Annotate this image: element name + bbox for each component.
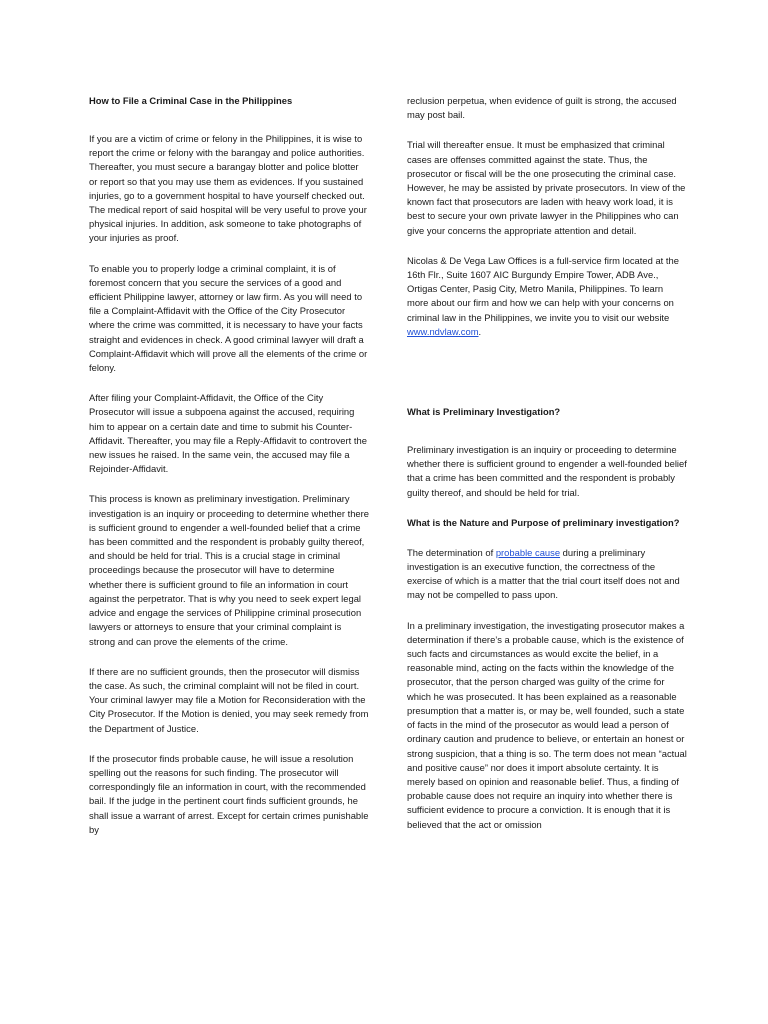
paragraph: Preliminary investigation is an inquiry or proceeding to determine whether there is sufficient ground to engender a well-founded belief that a crime has been committed and the respondent is probably guilty thereof, and should be held for trial. — [407, 444, 687, 498]
paragraph: If there are no sufficient grounds, then the prosecutor will dismiss the case. As such, the criminal complaint will not be filed in court. Your criminal lawyer may file a Motion for Reconsideration with the City Prosecutor. If the Motion is denied, you may seek remedy from the Department of Justice. — [89, 665, 369, 734]
article-title: How to File a Criminal Case in the Philippines — [89, 95, 293, 106]
firm-paragraph — [407, 254, 687, 339]
paragraph: In a preliminary investigation, the investigating prosecutor makes a determination if there’s a probable cause, which is the existence of such facts and circumstances as would excite the belief, in a reasonable mind, acting on the facts within the knowledge of the prosecutor, that the person charged was guilty of the crime for which he was prosecuted. It has been explained as a reasonable presumption that a matter is, or may be, well founded, such a state of facts in the mind of the prosecutor as would lead a person of ordinary caution and prudence to believe, or entertain an honest or strong suspicion, that a thing is so. The term does not mean “actual and positive cause” nor does it import absolute certainty. It is merely based on opinion and reasonable belief. Thus, a finding of probable cause does not require an inquiry into whether there is sufficient evidence to procure a conviction. It is enough that it is believed that the act or omission — [407, 619, 687, 830]
paragraph: If you are a victim of crime or felony in the Philippines, it is wise to report the crime or felony with the barangay and police authorities. Thereafter, you must secure a barangay blotter and police blotter or report so that you may use them as evidences. If you sustained injuries, go to a government hospital to have yourself checked out. The medical report of said hospital will be very useful to prove your physical injuries. In addition, ask someone to take photographs of your injuries as proof. — [89, 133, 367, 244]
right-column — [407, 94, 687, 848]
paragraph: To enable you to properly lodge a criminal complaint, it is of foremost concern that you secure the services of a good and efficient Philippine lawyer, attorney or law firm. As you will need to file a Complaint-Affidavit with the Office of the City Prosecutor where the crime was committed, it is necessary to have your facts straight and evidences in check. A good criminal lawyer will draft a Complaint-Affidavit which will prove all the elements of the crime or felony. — [89, 262, 368, 374]
probable-cause-paragraph — [407, 546, 687, 603]
paragraph: Trial will thereafter ensue. It must be emphasized that criminal cases are offenses committed against the state. Thus, the prosecutor or fiscal will be the one prosecuting the criminal case. However, he may be assisted by private prosecutors. In view of the known fact that prosecutors are laden with heavy work load, it is best to secure your own private lawyer in the Philippines who can give your concerns the appropriate attention and detail. — [407, 139, 686, 236]
firm-text: Nicolas & De Vega Law Offices is a full-service firm located at the 16th Flr., Suite 1607 AIC Burgundy Empire Tower, ADB Ave., Ortigas Center, Pasig City, Metro Manila, Philippines. To learn more about our firm and how we can help with your concerns on criminal law in the Philippines, we invite you to visit our website — [407, 254, 679, 323]
pc-pre: The determination of — [407, 546, 496, 558]
period: . — [478, 325, 482, 337]
paragraph: This process is known as preliminary investigation. Preliminary investigation is an inquiry or proceeding to determine whether there is sufficient ground to engender a well-founded belief that a crime has been committed and the respondent is probably guilty thereof, and should be held for trial. This is a crucial stage in criminal proceedings because the prosecutor will have to determine whether there is sufficient ground to file an information in court against the perpetrator. That is why you need to seek expert legal advice and engage the services of Philippine criminal prosecution lawyers or attorneys to ensure that your criminal complaint is strong and can prove the elements of the crime. — [89, 493, 370, 647]
heading-preliminary-investigation: What is Preliminary Investigation? — [407, 406, 561, 418]
pc-post: during a preliminary investigation is an executive function, the correctness of the exercise of which is a matter that the trial court itself does not and may not be compelled to pass upon. — [407, 546, 680, 601]
paragraph: reclusion perpetua, when evidence of guilt is strong, the accused may post bail. — [407, 95, 677, 121]
heading-nature-purpose: What is the Nature and Purpose of preliminary investigation? — [407, 516, 680, 528]
website-link[interactable]: www.ndvlaw.com — [407, 325, 479, 337]
faq-section — [407, 405, 687, 832]
paragraph: After filing your Complaint-Affidavit, the Office of the City Prosecutor will issue a subpoena against the accused, requiring him to appear on a certain date and time to submit his Counter-Affidavit. Thereafter, you may file a Reply-Affidavit to controvert the new issues he raised. In the same vein, the accused may file a Rejoinder-Affidavit. — [89, 392, 367, 475]
left-column — [89, 94, 369, 853]
probable-cause-link[interactable]: probable cause — [495, 546, 561, 558]
paragraph: If the prosecutor finds probable cause, he will issue a resolution spelling out the reasons for such finding. The prosecutor will correspondingly file an information in court, with the recommended bail. If the judge in the pertinent court finds sufficient grounds, he shall issue a warrant of arrest. Except for certain crimes punishable by — [89, 752, 369, 835]
